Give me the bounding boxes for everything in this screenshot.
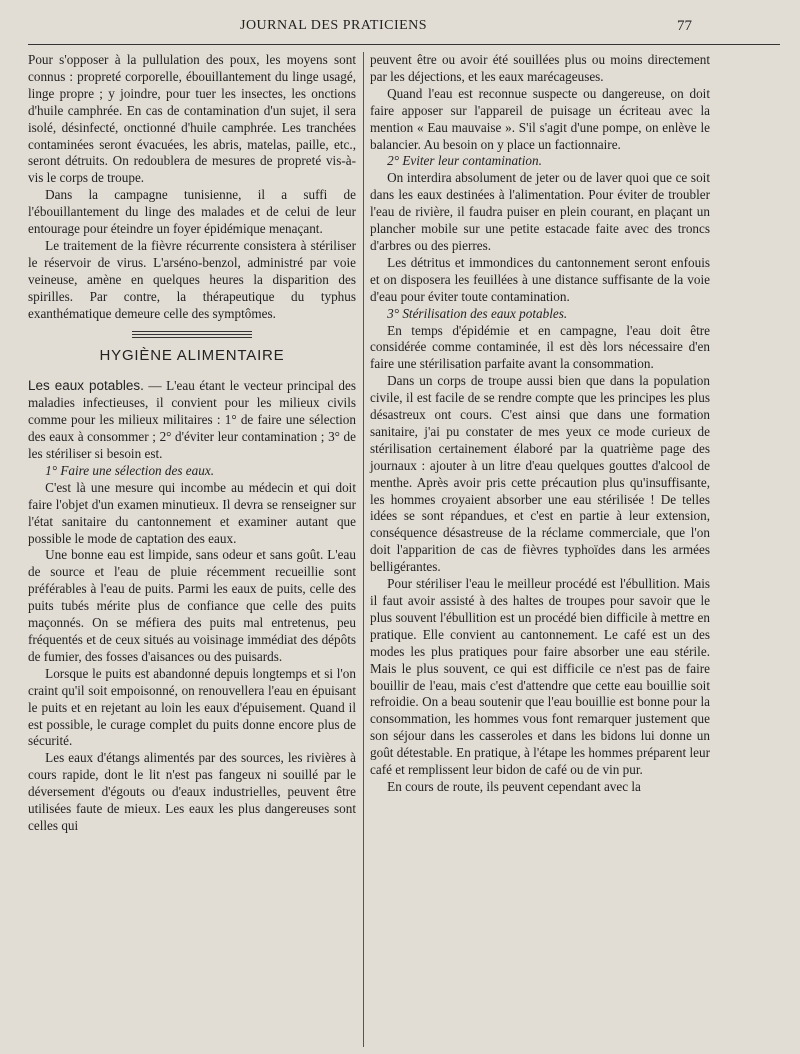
section-heading: HYGIÈNE ALIMENTAIRE <box>99 346 285 364</box>
subsection-heading: 3° Stérilisation des eaux potables. <box>387 305 568 321</box>
paragraph: Lorsque le puits est abandonné depuis longtemps et si l'on craint qu'il soit empoisonné, on renouvellera l'eau en épuisant le puits et en rejetant au loin les eaux d'épuisement. Quand il est possible, le curage complet du puits donne encore plus de sécurité. <box>28 665 356 749</box>
paragraph: Pour s'opposer à la pullulation des poux, les moyens sont connus : propreté corporelle, ébouillantement du linge usagé, linge propre ; y joindre, pour tuer les insectes, les onctions d'huile camphrée. En cas de contamination d'un sujet, il sera isolé, désinfecté, onctionné d'huile camphrée. Les tranchées contaminées seront évacuées, les abris, matelas, paille, etc., seront détruits. On redoublera de mesures de propreté vis-à-vis le corps de troupe. <box>28 52 356 186</box>
paragraph: peuvent être ou avoir été souillées plus ou moins directement par les déjections, et les eaux marécageuses. <box>370 52 710 84</box>
column-divider <box>363 52 364 1047</box>
subsection-heading: 1° Faire une sélection des eaux. <box>45 462 214 478</box>
paragraph: Les eaux d'étangs alimentés par des sources, les rivières à cours rapide, dont le lit n'est pas fangeux ni souillé par le déversement d'égouts ou d'eaux industrielles, peuvent être utilisées faute de mieux. Les eaux les plus dangereuses sont celles qui <box>28 750 356 833</box>
right-column <box>370 52 710 796</box>
paragraph: Les détritus et immondices du cantonnement seront enfouis et on disposera les feuillées à une distance suffisante de la voie d'eau pour éviter toute contamination. <box>370 254 710 304</box>
header-rule <box>28 44 780 45</box>
page-number: 77 <box>677 18 692 34</box>
left-column <box>28 52 356 835</box>
paragraph: En cours de route, ils peuvent cependant avec la <box>387 778 641 794</box>
section-divider <box>132 331 252 338</box>
paragraph: Une bonne eau est limpide, sans odeur et sans goût. L'eau de source et l'eau de pluie récemment recueillie sont préférables à l'eau de puits. Parmi les eaux de puits, celle des puits tubés mérite plus de confiance que celle des puits maçonnés. On se méfiera des puits mal entretenus, peu fréquentés et de ceux situés au voisinage immédiat des dépôts de fumier, des fosses d'aisances ou des puisards. <box>28 547 356 664</box>
subsection-heading: 2° Eviter leur contamination. <box>387 153 542 169</box>
paragraph: Quand l'eau est reconnue suspecte ou dangereuse, on doit faire apposer sur l'appareil de puisage un écriteau avec la mention « Eau mauvaise ». S'il s'agit d'une pompe, on enlève le balancier. Au besoin on y place un factionnaire. <box>370 85 710 152</box>
paragraph: En temps d'épidémie et en campagne, l'eau doit être considérée comme contaminée, il est dès lors nécessaire d'en faire une stérilisation parfaite avant la consommation. <box>370 322 710 372</box>
lead-term: Les eaux potables. <box>28 378 144 394</box>
paragraph: On interdira absolument de jeter ou de laver quoi que ce soit dans les eaux destinées à l'alimentation. Pour éviter de troubler l'eau de rivière, il faudra puiser en plein courant, en plaçant un plancher mobile sur une petite estacade faite avec des troncs d'arbres ou des pierres. <box>370 170 710 253</box>
paragraph: Pour stériliser l'eau le meilleur procédé est l'ébullition. Mais il faut avoir assisté à des haltes de troupes pour savoir que le plus souvent l'ébullition est un procédé bien difficile à mettre en pratique. Elle convient au cantonnement. Le café est un des modes les plus pratiques pour faire absorber une eau stérile. Mais le plus souvent, ce qui est difficile ce n'est pas de faire bouillir de l'eau, mais c'est d'attendre que cette eau bouillie soit refroidie. On a beau soutenir que l'eau bouillie est bonne pour la consommation, les hommes vous font remarquer justement que son séjour dans les casseroles et dans les bidons lui donne un goût détestable. En pratique, à l'étape les hommes préparent leur café et remplissent leur bidon de café ou de vin pur. <box>370 576 710 778</box>
paragraph: C'est là une mesure qui incombe au médecin et qui doit faire l'objet d'un examen minutieux. Il devra se renseigner sur l'état sanitaire du cantonnement et examiner autant que possible le mode de captation des eaux. <box>28 479 356 546</box>
paragraph: Le traitement de la fièvre récurrente consistera à stériliser le réservoir de virus. L'arséno-benzol, administré par voie veineuse, amène en quelques heures la disparition des spirilles. Par contre, la thérapeutique du typhus exanthématique demeure celle des symptômes. <box>28 237 356 321</box>
paragraph-text: — L'eau étant le vecteur principal des maladies infectieuses, il convient pour les milieux civils comme pour les milieux militaires : 1° de faire une sélection des eaux à consommer ; 2° d'éviter leur contamination ; 3° de les stériliser si besoin est. <box>28 378 356 462</box>
paragraph: Dans un corps de troupe aussi bien que dans la population civile, il est facile de se rendre compte que les principes les plus désastreux ont cours. C'est ainsi que dans une formation sanitaire, j'ai pu constater de mes yeux ce mode curieux de stérilisation certainement élaboré par la quatrième page des journaux : ajouter à un litre d'eau quelques gouttes d'alcool de menthe. Après avoir pris cette précaution plus qu'insuffisante, les hommes croyaient absorber une eau stérilisée ! De telles idées se sont répandues, et c'est en partie à leur extension, conséquence désastreuse de la réclame commerciale, que l'on doit l'apparition de cas de fièvres typhoïdes dans les armées belligérantes. <box>370 373 710 575</box>
running-title: JOURNAL DES PRATICIENS <box>240 18 428 33</box>
paragraph <box>28 378 356 463</box>
paragraph: Dans la campagne tunisienne, il a suffi de l'ébouillantement du linge des malades et de celui de leur entourage pour éteindre un foyer épidémique menaçant. <box>28 187 356 237</box>
running-head <box>0 14 800 40</box>
